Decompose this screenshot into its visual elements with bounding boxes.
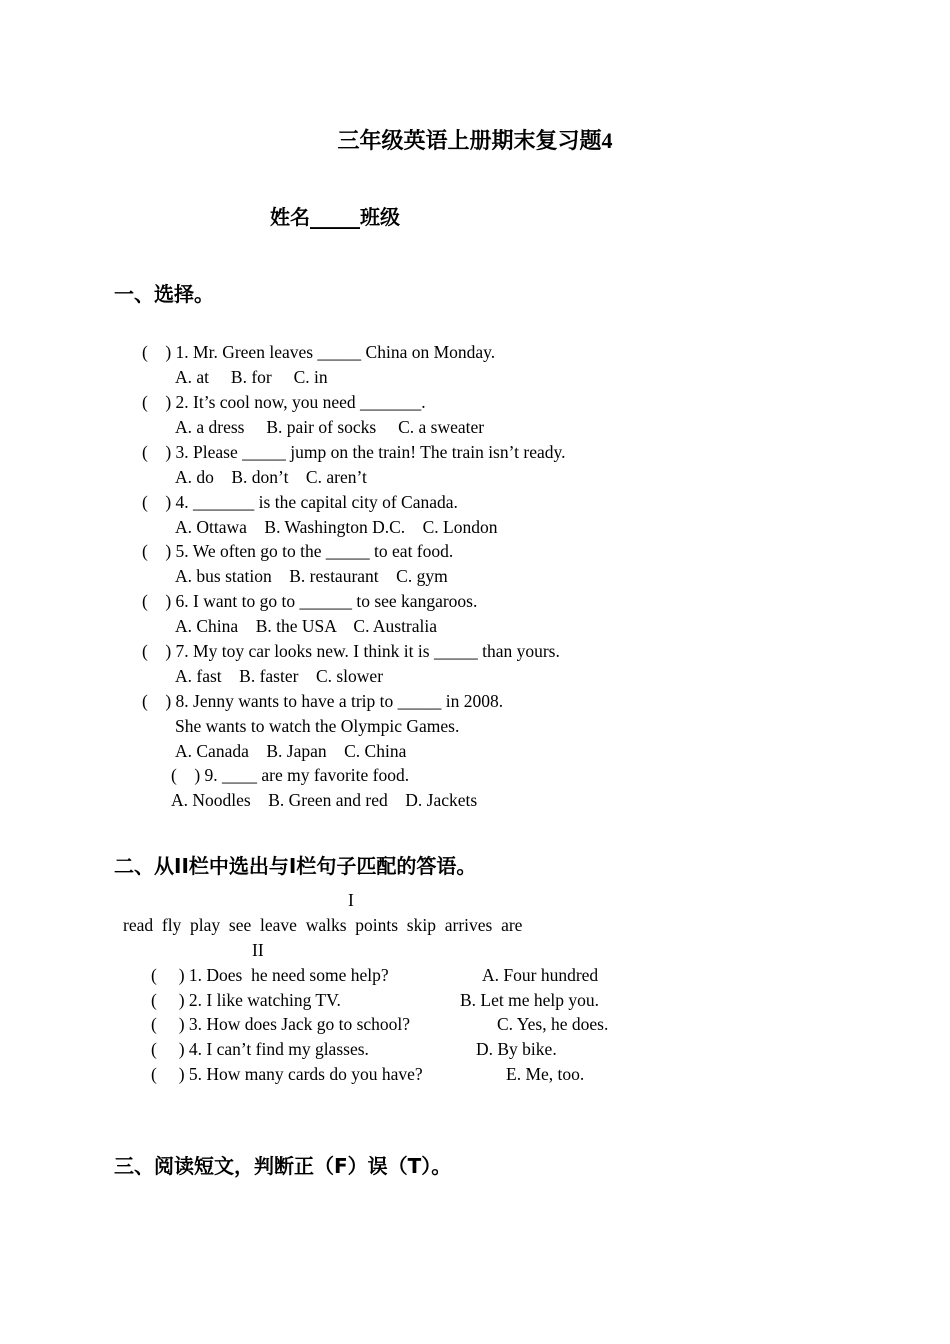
question-2: ( ) 2. It’s cool now, you need _______.	[142, 392, 426, 412]
section1-heading: 一、选择。	[114, 282, 214, 306]
page-title-text: 三年级英语上册期末复习题	[337, 129, 602, 154]
question-6: ( ) 6. I want to go to ______ to see kangaroos.	[142, 591, 478, 611]
question-6-options: A. China B. the USA C. Australia	[175, 616, 438, 636]
match-answer-d: D. By bike.	[476, 1039, 557, 1059]
section2-heading: 二、从II栏中选出与I栏句子匹配的答语。	[114, 854, 477, 878]
question-1: ( ) 1. Mr. Green leaves _____ China on Monday.	[142, 342, 496, 362]
name-class-line: 姓名_____班级	[270, 205, 400, 229]
match-answer-e: E. Me, too.	[506, 1064, 585, 1084]
question-4-options: A. Ottawa B. Washington D.C. C. London	[175, 517, 498, 537]
match-question-2: ( ) 2. I like watching TV.	[151, 990, 341, 1010]
question-9: ( ) 9. ____ are my favorite food.	[171, 765, 410, 785]
section3-heading: 三、阅读短文，判断正（F）误（T）。	[114, 1154, 452, 1178]
question-8-continuation: She wants to watch the Olympic Games.	[175, 716, 460, 736]
match-question-1: ( ) 1. Does he need some help?	[151, 965, 389, 985]
question-1-options: A. at B. for C. in	[175, 367, 328, 387]
question-4: ( ) 4. _______ is the capital city of Canada.	[142, 492, 458, 512]
question-9-options: A. Noodles B. Green and red D. Jackets	[171, 790, 478, 810]
question-5: ( ) 5. We often go to the _____ to eat food.	[142, 541, 454, 561]
page-title-number: 4	[601, 128, 613, 153]
question-8: ( ) 8. Jenny wants to have a trip to _____ in 2008.	[142, 691, 504, 711]
match-answer-c: C. Yes, he does.	[497, 1014, 609, 1034]
column-i-label: I	[348, 890, 354, 910]
match-question-5: ( ) 5. How many cards do you have?	[151, 1064, 423, 1084]
column-ii-label: II	[252, 940, 264, 960]
match-question-3: ( ) 3. How does Jack go to school?	[151, 1014, 411, 1034]
question-8-options: A. Canada B. Japan C. China	[175, 741, 407, 761]
question-3-options: A. do B. don’t C. aren’t	[175, 467, 367, 487]
word-bank: read fly play see leave walks points skip arrives are	[123, 915, 523, 935]
page-title	[0, 124, 950, 155]
match-answer-a: A. Four hundred	[482, 965, 599, 985]
question-2-options: A. a dress B. pair of socks C. a sweater	[175, 417, 485, 437]
question-3: ( ) 3. Please _____ jump on the train! The train isn’t ready.	[142, 442, 566, 462]
question-7-options: A. fast B. faster C. slower	[175, 666, 384, 686]
question-7: ( ) 7. My toy car looks new. I think it is _____ than yours.	[142, 641, 560, 661]
match-answer-b: B. Let me help you.	[460, 990, 600, 1010]
match-question-4: ( ) 4. I can’t find my glasses.	[151, 1039, 369, 1059]
question-5-options: A. bus station B. restaurant C. gym	[175, 566, 448, 586]
